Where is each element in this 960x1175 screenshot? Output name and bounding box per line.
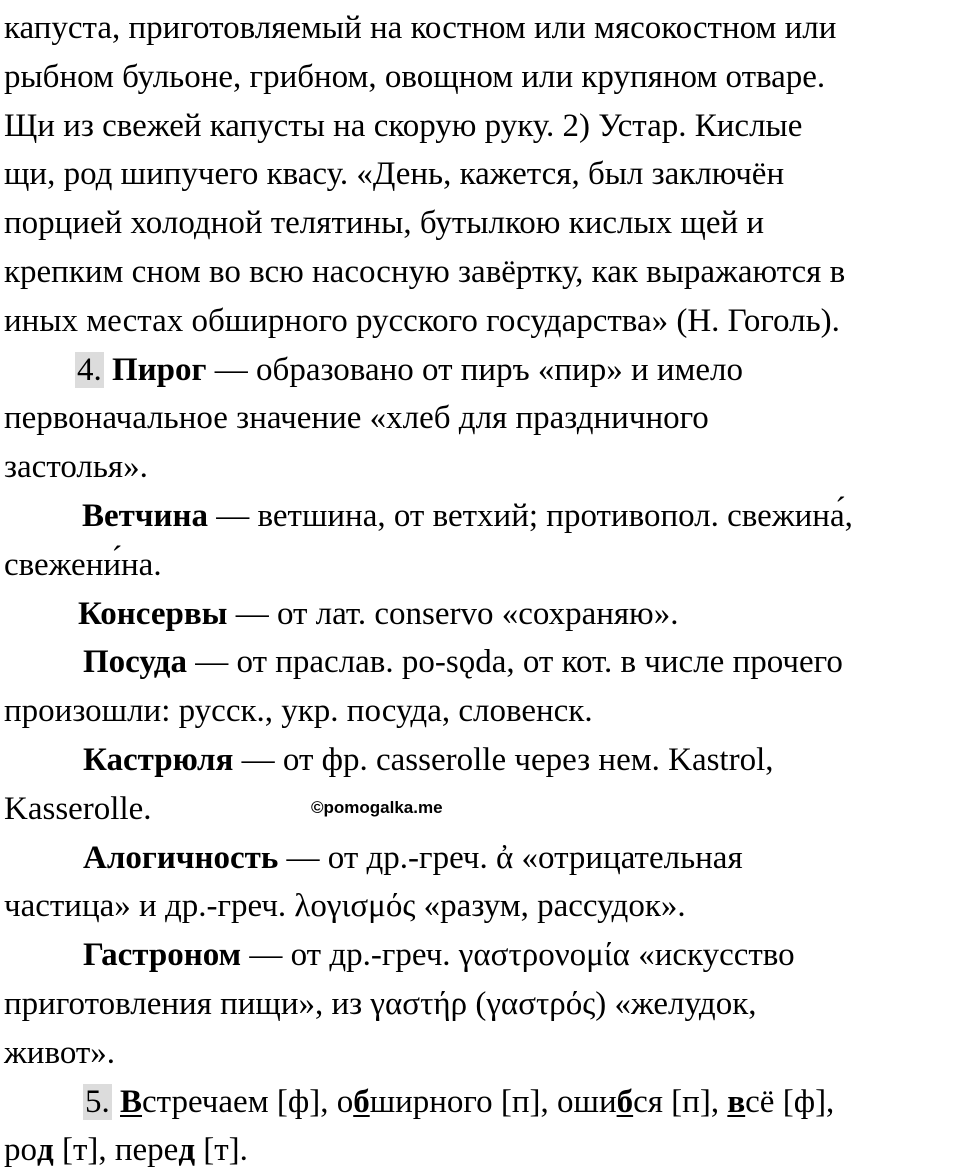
term-kastryulya: Кастрюля bbox=[83, 741, 234, 778]
watermark: ©pomogalka.me bbox=[311, 798, 443, 817]
definition-text: — от фр. casserolle через нем. Kastrol, bbox=[233, 741, 774, 778]
text-segment: [т], пере bbox=[53, 1132, 179, 1169]
term-gastronom: Гастроном bbox=[83, 937, 242, 974]
definition-text: — от лат. conservo «сохраняю». bbox=[227, 595, 679, 632]
entry-alogichnost bbox=[4, 834, 954, 883]
phonetic-line-1 bbox=[112, 1084, 835, 1120]
text-line: частица» и др.-греч. λογισμός «разум, рассудок». bbox=[4, 888, 686, 925]
term-alogichnost: Алогичность bbox=[83, 839, 279, 876]
text-segment bbox=[112, 1084, 120, 1120]
underlined-letter: В bbox=[120, 1083, 143, 1120]
text-segment: сё [ф], bbox=[745, 1083, 835, 1120]
definition-text: — от др.-греч. γαστρονομία «искусство bbox=[241, 937, 795, 974]
text-segment: ро bbox=[4, 1132, 37, 1169]
document-text bbox=[4, 4, 954, 1175]
underlined-letter: д bbox=[178, 1132, 196, 1169]
text-line: щи, род шипучего квасу. «День, кажется, был заключён bbox=[4, 156, 785, 193]
term-vetchina: Ветчина bbox=[82, 497, 209, 534]
text-line: живот». bbox=[4, 1034, 116, 1071]
entry-vetchina bbox=[4, 492, 954, 541]
underlined-letter: д bbox=[37, 1132, 54, 1169]
text-segment: [т]. bbox=[195, 1132, 248, 1169]
definition-text: — от праслав. po-sǫda, от кот. в числе прочего bbox=[187, 644, 843, 681]
text-line: иных местах обширного русского государства» (Н. Гоголь). bbox=[4, 302, 840, 339]
definition-text: — образовано от пиръ «пир» и имело bbox=[206, 351, 744, 388]
text-line: произошли: русск., укр. посуда, словенск. bbox=[4, 693, 593, 730]
underlined-letter: в bbox=[727, 1083, 746, 1120]
term-pirog: Пирог bbox=[112, 351, 207, 388]
underlined-letter: б bbox=[353, 1083, 370, 1120]
text-line: свежени́на. bbox=[4, 546, 162, 583]
item-5-line bbox=[4, 1078, 954, 1127]
text-line: Щи из свежей капусты на скорую руку. 2) Устар. Кислые bbox=[4, 107, 803, 144]
text-segment: стречаем [ф], о bbox=[142, 1083, 354, 1120]
definition-text: — ветшина, от ветхий; противопол. свежина́, bbox=[208, 497, 853, 534]
text-line: капуста, приготовляемый на костном или мясокостном или bbox=[4, 10, 837, 46]
underlined-letter: б bbox=[616, 1083, 634, 1120]
term-konservy: Консервы bbox=[78, 595, 228, 632]
item-4-line bbox=[4, 346, 954, 395]
entry-posuda bbox=[4, 638, 954, 687]
item-number-4: 4. bbox=[77, 351, 102, 388]
entry-kastryulya bbox=[4, 736, 954, 785]
text-line: Kasserolle. bbox=[4, 790, 152, 827]
phonetic-line-2 bbox=[4, 1126, 954, 1175]
text-line: крепким сном во всю насосную завёртку, как выражаются в bbox=[4, 253, 846, 290]
entry-gastronom bbox=[4, 931, 954, 980]
term-posuda: Посуда bbox=[83, 644, 187, 681]
entry-konservy bbox=[4, 590, 954, 639]
text-line: первоначальное значение «хлеб для праздничного bbox=[4, 400, 709, 437]
item-number-5: 5. bbox=[85, 1083, 110, 1120]
text-segment: ширного [п], оши bbox=[369, 1083, 617, 1120]
definition-text: — от др.-греч. ἀ «отрицательная bbox=[278, 839, 743, 876]
text-line: рыбном бульоне, грибном, овощном или крупяном отваре. bbox=[4, 58, 826, 95]
text-line: порцией холодной телятины, бутылкою кислых щей и bbox=[4, 205, 765, 242]
text-line: застолья». bbox=[4, 449, 148, 486]
text-segment: ся [п], bbox=[633, 1083, 728, 1120]
text-line: приготовления пищи», из γαστήρ (γαστρός) «желудок, bbox=[4, 985, 757, 1022]
